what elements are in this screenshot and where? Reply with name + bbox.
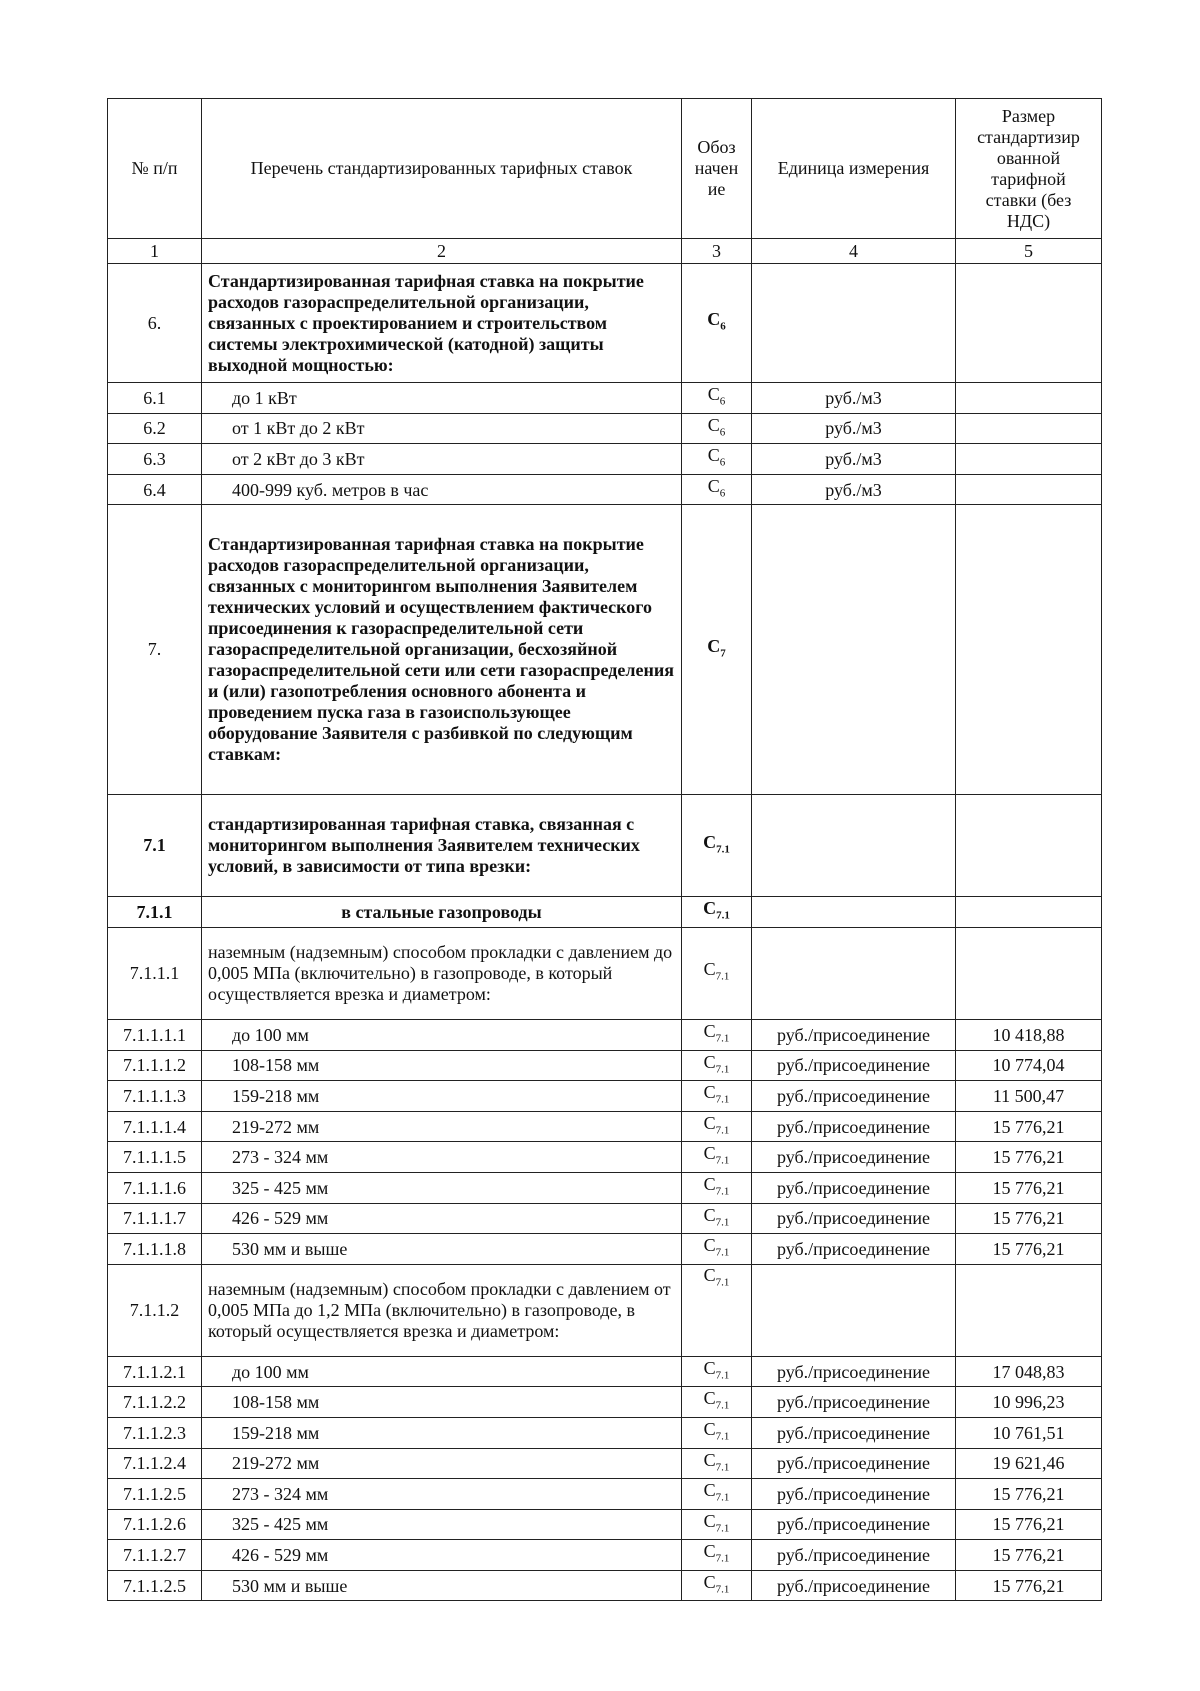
row-value	[956, 264, 1102, 383]
row-name: 530 мм и выше	[202, 1234, 682, 1265]
row-number: 7.1.1	[108, 897, 202, 928]
row-designation	[682, 264, 752, 383]
designation-letter: С	[707, 308, 721, 329]
designation-letter: С	[703, 898, 717, 919]
row-designation	[682, 1356, 752, 1387]
table-row	[108, 1417, 1102, 1448]
row-number: 7.1.1.2.1	[108, 1356, 202, 1387]
row-value: 10 418,88	[956, 1019, 1102, 1050]
row-value: 15 776,21	[956, 1142, 1102, 1173]
row-number: 6.4	[108, 474, 202, 505]
designation-subscript: 7.1	[715, 1216, 730, 1229]
row-number: 7.1.1.2.7	[108, 1540, 202, 1571]
table-row	[108, 1479, 1102, 1510]
table-row	[108, 1570, 1102, 1601]
row-number: 7.1.1.1.6	[108, 1172, 202, 1203]
row-number: 7.1.1.1.2	[108, 1050, 202, 1081]
designation-subscript: 7.1	[715, 1032, 730, 1045]
row-unit: руб./присоединение	[752, 1540, 956, 1571]
row-unit: руб./присоединение	[752, 1479, 956, 1510]
row-number: 6.2	[108, 413, 202, 444]
row-value	[956, 413, 1102, 444]
designation-subscript: 7.1	[716, 909, 730, 922]
table-row	[108, 1540, 1102, 1571]
designation-letter: С	[703, 1388, 716, 1409]
row-number: 7.1.1.2.3	[108, 1417, 202, 1448]
designation-subscript: 6	[719, 395, 726, 408]
row-number: 6.	[108, 264, 202, 383]
row-designation	[682, 505, 752, 795]
colnum-1: 1	[108, 239, 202, 264]
row-designation	[682, 1050, 752, 1081]
row-value: 15 776,21	[956, 1570, 1102, 1601]
row-value: 15 776,21	[956, 1509, 1102, 1540]
row-designation	[682, 474, 752, 505]
designation-subscript: 6	[720, 320, 726, 333]
row-value: 17 048,83	[956, 1356, 1102, 1387]
designation-subscript: 7.1	[715, 1246, 730, 1259]
designation-letter: С	[707, 414, 720, 435]
designation-subscript: 7.1	[715, 1276, 730, 1289]
row-number: 6.1	[108, 383, 202, 414]
row-designation	[682, 1019, 752, 1050]
row-name: 219-272 мм	[202, 1448, 682, 1479]
row-name: 400-999 куб. метров в час	[202, 474, 682, 505]
row-number: 7.1.1.1.7	[108, 1203, 202, 1234]
table-body	[108, 264, 1102, 1601]
designation-letter: С	[703, 1173, 716, 1194]
table-row	[108, 927, 1102, 1019]
row-name: 159-218 мм	[202, 1417, 682, 1448]
table-row	[108, 264, 1102, 383]
colnum-4: 4	[752, 239, 956, 264]
table-row	[108, 413, 1102, 444]
designation-subscript: 7.1	[715, 1369, 730, 1382]
designation-subscript: 7	[720, 647, 726, 660]
table-row	[108, 1356, 1102, 1387]
row-unit: руб./присоединение	[752, 1570, 956, 1601]
row-name: 273 - 324 мм	[202, 1142, 682, 1173]
row-number: 7.1.1.2.2	[108, 1387, 202, 1418]
row-number: 7.1.1.2	[108, 1264, 202, 1356]
designation-subscript: 6	[719, 426, 726, 439]
row-value: 15 776,21	[956, 1540, 1102, 1571]
row-name: наземным (надземным) способом прокладки с давлением до 0,005 МПа (включительно) в газопроводе, в который осуществляется врезка и диаметром:	[202, 927, 682, 1019]
table-row	[108, 1050, 1102, 1081]
colnum-5: 5	[956, 239, 1102, 264]
row-number: 6.3	[108, 444, 202, 475]
designation-letter: С	[703, 1235, 716, 1256]
colnum-2: 2	[202, 239, 682, 264]
row-name: Стандартизированная тарифная ставка на покрытие расходов газораспределительной организации, связанных с мониторингом выполнения Заявителем технических условий и осуществлением фактического присоединения к газораспределительной сети газораспределительной организации, бесхозяйной газораспределительной сети или сети газораспределения и (или) газопотребления основного абонента и проведением пуска газа в газоиспользующее оборудование Заявителя с разбивкой по следующим ставкам:	[202, 505, 682, 795]
header-designation: Обоз начен ие	[682, 99, 752, 239]
row-number: 7.1.1.1.8	[108, 1234, 202, 1265]
row-designation	[682, 1417, 752, 1448]
row-name: стандартизированная тарифная ставка, связанная с мониторингом выполнения Заявителем технических условий, в зависимости от типа врезки:	[202, 795, 682, 897]
row-name: 325 - 425 мм	[202, 1509, 682, 1540]
row-designation	[682, 1111, 752, 1142]
row-designation	[682, 1479, 752, 1510]
row-number: 7.1.1.1	[108, 927, 202, 1019]
designation-subscript: 7.1	[715, 1522, 730, 1535]
row-name: 108-158 мм	[202, 1387, 682, 1418]
row-value: 15 776,21	[956, 1234, 1102, 1265]
row-value	[956, 383, 1102, 414]
row-value	[956, 897, 1102, 928]
row-number: 7.1.1.1.1	[108, 1019, 202, 1050]
header-size: Размер стандартизир ованной тарифной ставки (без НДС)	[956, 99, 1102, 239]
row-value	[956, 474, 1102, 505]
row-unit: руб./м3	[752, 444, 956, 475]
row-name: от 2 кВт до 3 кВт	[202, 444, 682, 475]
document-page	[107, 98, 1101, 1601]
row-value: 10 774,04	[956, 1050, 1102, 1081]
row-designation	[682, 1081, 752, 1112]
tariff-table	[107, 98, 1102, 1601]
designation-subscript: 7.1	[715, 1491, 730, 1504]
designation-letter: С	[703, 959, 716, 980]
row-unit: руб./присоединение	[752, 1203, 956, 1234]
header-unit: Единица измерения	[752, 99, 956, 239]
row-designation	[682, 795, 752, 897]
row-value	[956, 795, 1102, 897]
row-name: 108-158 мм	[202, 1050, 682, 1081]
table-row	[108, 444, 1102, 475]
header-number: № п/п	[108, 99, 202, 239]
row-number: 7.1.1.2.5	[108, 1570, 202, 1601]
row-unit	[752, 927, 956, 1019]
row-designation	[682, 1540, 752, 1571]
designation-subscript: 6	[719, 456, 726, 469]
row-unit: руб./м3	[752, 383, 956, 414]
row-designation	[682, 1570, 752, 1601]
designation-letter: С	[703, 1051, 716, 1072]
designation-subscript: 7.1	[715, 1461, 730, 1474]
row-unit: руб./присоединение	[752, 1356, 956, 1387]
table-row	[108, 1203, 1102, 1234]
designation-letter: С	[703, 1143, 716, 1164]
designation-letter: С	[703, 1449, 716, 1470]
designation-subscript: 7.1	[715, 1185, 730, 1198]
row-value: 15 776,21	[956, 1111, 1102, 1142]
row-unit: руб./присоединение	[752, 1142, 956, 1173]
row-name: 159-218 мм	[202, 1081, 682, 1112]
row-number: 7.1	[108, 795, 202, 897]
designation-letter: С	[703, 1418, 716, 1439]
row-unit: руб./присоединение	[752, 1448, 956, 1479]
table-row	[108, 897, 1102, 928]
row-name: до 100 мм	[202, 1019, 682, 1050]
table-row	[108, 1448, 1102, 1479]
row-name: 426 - 529 мм	[202, 1203, 682, 1234]
row-unit: руб./присоединение	[752, 1387, 956, 1418]
row-value: 15 776,21	[956, 1203, 1102, 1234]
row-number: 7.1.1.2.6	[108, 1509, 202, 1540]
row-designation	[682, 444, 752, 475]
row-number: 7.1.1.2.4	[108, 1448, 202, 1479]
designation-subscript: 6	[719, 487, 726, 500]
row-unit: руб./присоединение	[752, 1172, 956, 1203]
row-number: 7.1.1.1.5	[108, 1142, 202, 1173]
row-unit	[752, 505, 956, 795]
row-name: от 1 кВт до 2 кВт	[202, 413, 682, 444]
row-designation	[682, 1509, 752, 1540]
row-name: в стальные газопроводы	[202, 897, 682, 928]
row-value: 19 621,46	[956, 1448, 1102, 1479]
row-value	[956, 927, 1102, 1019]
designation-letter: С	[703, 1264, 716, 1285]
row-number: 7.	[108, 505, 202, 795]
row-number: 7.1.1.2.5	[108, 1479, 202, 1510]
row-value: 10 761,51	[956, 1417, 1102, 1448]
table-row	[108, 505, 1102, 795]
designation-subscript: 7.1	[716, 843, 730, 856]
row-unit: руб./присоединение	[752, 1111, 956, 1142]
row-unit: руб./присоединение	[752, 1509, 956, 1540]
table-row	[108, 383, 1102, 414]
table-row	[108, 1019, 1102, 1050]
row-number: 7.1.1.1.3	[108, 1081, 202, 1112]
designation-letter: С	[703, 1571, 716, 1592]
designation-subscript: 7.1	[715, 1552, 730, 1565]
table-row	[108, 474, 1102, 505]
designation-letter: С	[707, 384, 720, 404]
row-value: 11 500,47	[956, 1081, 1102, 1112]
row-unit	[752, 264, 956, 383]
row-value: 15 776,21	[956, 1479, 1102, 1510]
designation-subscript: 7.1	[715, 1430, 730, 1443]
header-list: Перечень стандартизированных тарифных ставок	[202, 99, 682, 239]
table-row	[108, 795, 1102, 897]
table-row	[108, 1509, 1102, 1540]
row-name: 426 - 529 мм	[202, 1540, 682, 1571]
table-row	[108, 1172, 1102, 1203]
designation-subscript: 7.1	[715, 1093, 730, 1106]
row-designation	[682, 927, 752, 1019]
row-designation	[682, 897, 752, 928]
designation-letter: С	[703, 1357, 716, 1378]
table-row	[108, 1234, 1102, 1265]
designation-letter: С	[703, 1020, 716, 1041]
designation-subscript: 7.1	[715, 1583, 730, 1596]
designation-subscript: 7.1	[715, 1063, 730, 1076]
row-designation	[682, 1172, 752, 1203]
row-value	[956, 1264, 1102, 1356]
row-unit: руб./м3	[752, 474, 956, 505]
row-name: 530 мм и выше	[202, 1570, 682, 1601]
row-number: 7.1.1.1.4	[108, 1111, 202, 1142]
row-unit: руб./присоединение	[752, 1019, 956, 1050]
colnum-3: 3	[682, 239, 752, 264]
row-unit: руб./присоединение	[752, 1417, 956, 1448]
row-designation	[682, 1448, 752, 1479]
row-designation	[682, 1264, 752, 1356]
row-unit: руб./м3	[752, 413, 956, 444]
row-unit: руб./присоединение	[752, 1050, 956, 1081]
designation-letter: С	[703, 831, 717, 852]
table-header-row	[108, 99, 1102, 239]
row-name: 219-272 мм	[202, 1111, 682, 1142]
designation-letter: С	[707, 445, 720, 466]
row-designation	[682, 383, 752, 414]
designation-letter: С	[703, 1541, 716, 1562]
row-designation	[682, 1234, 752, 1265]
row-value: 15 776,21	[956, 1172, 1102, 1203]
row-name: 325 - 425 мм	[202, 1172, 682, 1203]
designation-letter: С	[707, 635, 721, 656]
row-designation	[682, 1203, 752, 1234]
designation-subscript: 7.1	[715, 1124, 730, 1137]
row-unit	[752, 1264, 956, 1356]
row-value: 10 996,23	[956, 1387, 1102, 1418]
row-unit	[752, 897, 956, 928]
table-row	[108, 1081, 1102, 1112]
table-row	[108, 1142, 1102, 1173]
row-designation	[682, 1142, 752, 1173]
designation-subscript: 7.1	[715, 1154, 730, 1167]
designation-letter: С	[703, 1082, 716, 1103]
row-name: Стандартизированная тарифная ставка на покрытие расходов газораспределительной организации, связанных с проектированием и строительством системы электрохимической (катодной) защиты выходной мощностью:	[202, 264, 682, 383]
designation-letter: С	[703, 1204, 716, 1225]
row-value	[956, 444, 1102, 475]
row-value	[956, 505, 1102, 795]
designation-letter: С	[703, 1112, 716, 1133]
row-designation	[682, 1387, 752, 1418]
row-unit: руб./присоединение	[752, 1081, 956, 1112]
table-row	[108, 1387, 1102, 1418]
row-name: 273 - 324 мм	[202, 1479, 682, 1510]
designation-letter: С	[703, 1510, 716, 1531]
table-row	[108, 1111, 1102, 1142]
designation-subscript: 7.1	[715, 1399, 730, 1412]
table-row	[108, 1264, 1102, 1356]
row-unit	[752, 795, 956, 897]
designation-letter: С	[703, 1480, 716, 1501]
row-name: наземным (надземным) способом прокладки с давлением от 0,005 МПа до 1,2 МПа (включительно) в газопроводе, в который осуществляется врезка и диаметром:	[202, 1264, 682, 1356]
row-name: до 100 мм	[202, 1356, 682, 1387]
row-name: до 1 кВт	[202, 383, 682, 414]
designation-subscript: 7.1	[715, 970, 730, 983]
column-numbers-row	[108, 239, 1102, 264]
designation-letter: С	[707, 475, 720, 496]
row-designation	[682, 413, 752, 444]
row-unit: руб./присоединение	[752, 1234, 956, 1265]
